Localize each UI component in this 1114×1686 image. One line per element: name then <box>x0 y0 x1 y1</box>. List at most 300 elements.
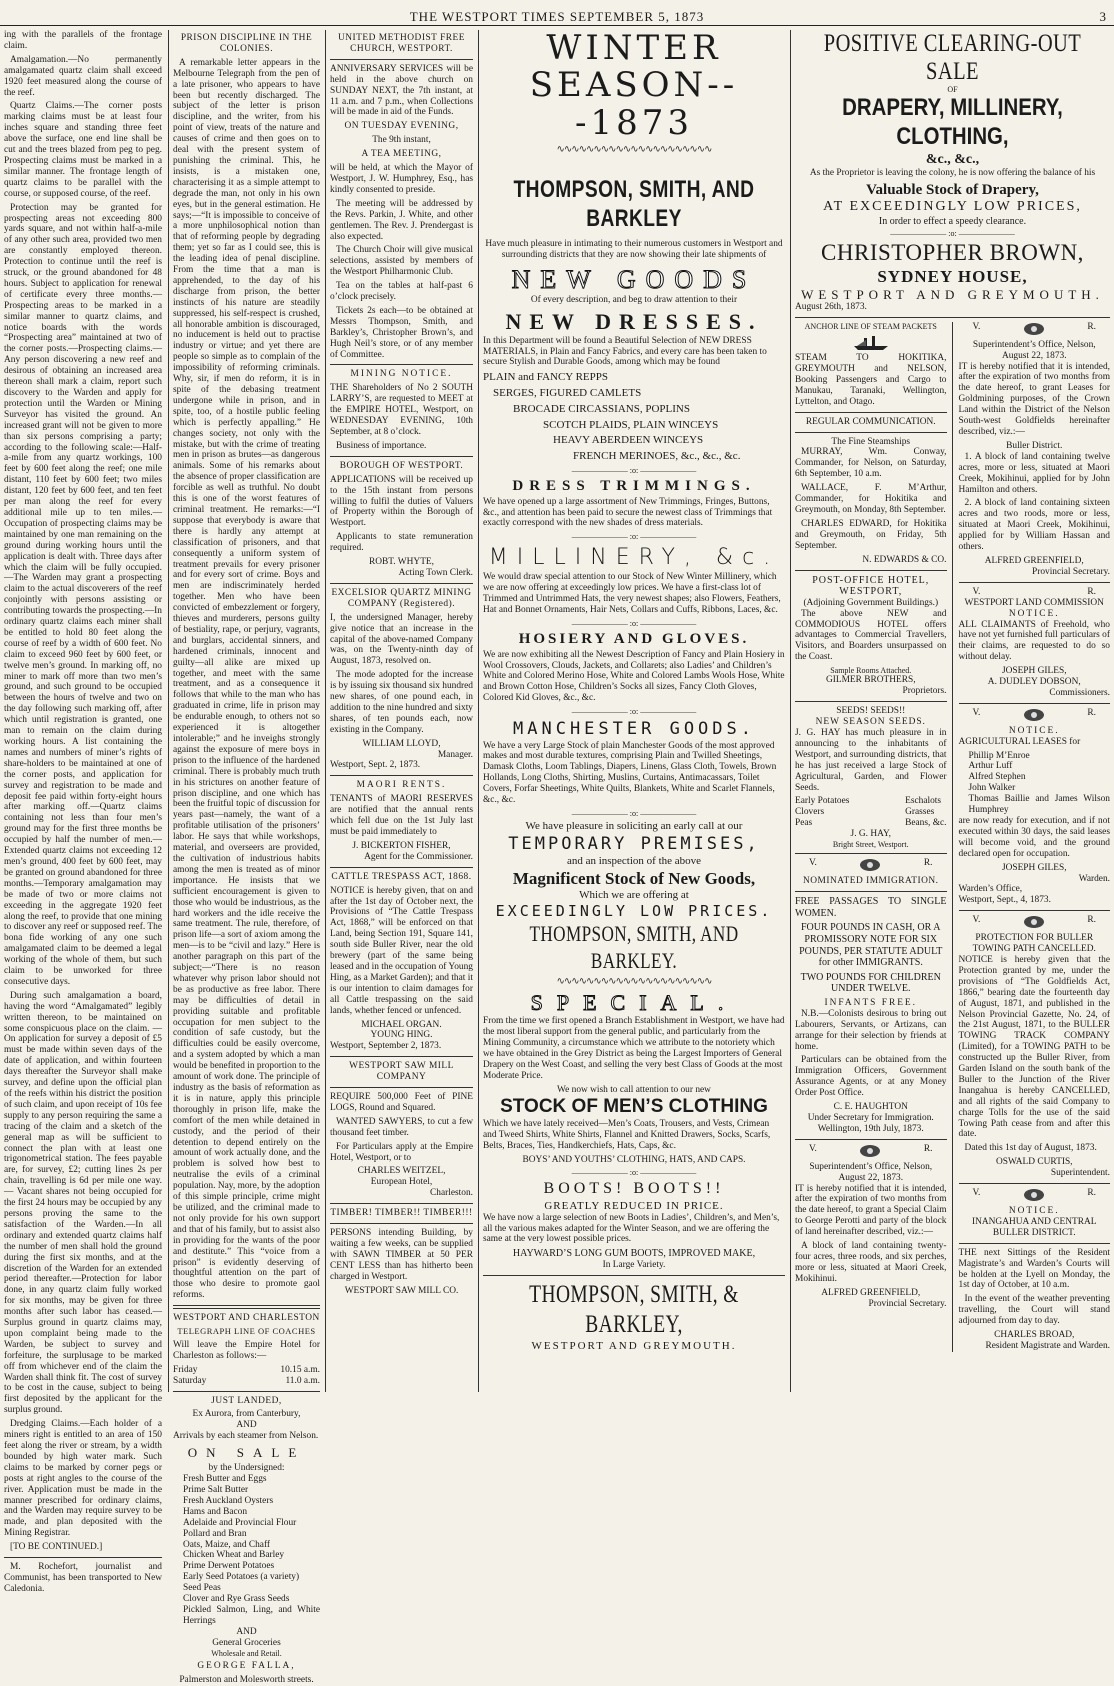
ad-text: ALL CLAIMANTS of Freehold, who have not yet furnished full particulars of their claims, are requested to do so without delay. <box>958 619 1110 663</box>
schedule-row <box>173 1365 320 1376</box>
seed-table <box>795 796 947 829</box>
ad-text: The Church Choir will give musical selections, assisted by members of the Westport Philharmonic Club. <box>330 245 473 278</box>
ad-text: Applicants to state remuneration required. <box>330 532 473 554</box>
divider <box>795 853 947 854</box>
ad-heading: POST-OFFICE HOTEL, WESTPORT, <box>812 574 930 598</box>
ad-signature-title: Superintendent. <box>1050 1168 1110 1179</box>
seed-list <box>795 796 849 829</box>
divider <box>330 1087 473 1088</box>
ad-text: We would draw special attention to our Stock of New Winter Millinery, which we are now offering at exceedingly low prices. We have a first-class lot of Trimmed and Untrimmed Hats, the very newest shapes; also Flowers, Feathers, Hat and Bonnet Ornaments, Hair Nets, Collars and Cuffs, Ribbons, Laces, &c. <box>483 572 781 615</box>
divider <box>330 867 473 868</box>
ad-text: Tea on the tables at half-past 6 o’clock precisely. <box>330 281 473 303</box>
goods-item: Seed Peas <box>183 1583 221 1594</box>
ad-display-title: STOCK OF MEN’S CLOTHING <box>500 1096 768 1118</box>
ad-signature: ALFRED GREENFIELD, <box>821 1287 921 1298</box>
ad-text: We now wish to call attention to our new <box>557 1084 711 1095</box>
ad-heading: Superintendent’s Office, Nelson, August 22, 1873. <box>809 1161 933 1183</box>
ad-signature-title: Acting Town Clerk. <box>398 567 473 578</box>
ad-text: Buller District. <box>1006 440 1063 451</box>
ad-text: OF <box>947 85 958 94</box>
column-rule <box>790 30 791 1392</box>
divider <box>795 701 947 702</box>
ad-text: PERSONS intending Building, by waiting a few weeks, can be supplied with SAWN TIMBER at 50 PER CENT LESS than has hitherto been charged in Westport. <box>330 1228 473 1282</box>
ad-text: We have pleasure in soliciting an early call at our <box>525 820 743 833</box>
divider <box>330 775 473 776</box>
ad-text: ANNIVERSARY SERVICES will be held in the above church on SUNDAY NEXT, the 7th instant, at 11 a.m. and 7 p.m., when Collections will be made in aid of the Funds. <box>330 63 473 118</box>
ad-text: General Groceries <box>212 1637 281 1648</box>
ad-signature: J. G. HAY, <box>850 829 891 840</box>
royal-cypher <box>795 1144 947 1162</box>
ad-subheading: TELEGRAPH LINE OF COACHES <box>177 1326 316 1337</box>
goods-item: Fresh Butter and Eggs <box>183 1474 267 1485</box>
ad-text: NOTICE is hereby given that the Protection granted by me, under the provisions of “The Goldfields Act, 1866,” bearing date the fourteenth day of August, 1871, and published in the Nelson Provincial Gazette, No. 24, of the 21st August, 1871, to the BULLER TOWING TRACK COMPANY (Limited), for a TOWING PATH to be constructed up the Buller River, from Garden Island on the south bank of the Buller to the Junction of the River Inangahua is hereby CANCELLED, and all rights of the said Company to charge Tolls for the use of the said Towing Path cease from and after this date. <box>958 954 1110 1140</box>
ad-signature: CHARLES BROAD, <box>994 1330 1075 1341</box>
divider <box>330 59 473 60</box>
ad-heading: EXCELSIOR QUARTZ MINING COMPANY (Registered). <box>331 587 472 609</box>
ad-text: We are now exhibiting all the Newest Description of Fancy and Plain Hosiery in Wool Crossovers, Clouds, Jackets, and Collarets; also Ladies’ and Children’s White and Colored Merino Hose, White and Colored Lambs Wools Hose, White and Brown Cotton Hose, Children’s Socks all sizes, Fancy Cloth Gloves, Colored Kid Gloves, &c., &c. <box>483 649 785 704</box>
cypher-letter: V. <box>972 915 981 926</box>
lessee-name: John Walker <box>968 783 1016 794</box>
schedule-time: 10.15 a.m. <box>280 1364 320 1375</box>
cypher-letter: V. <box>972 707 981 718</box>
ad-heading: TIMBER! TIMBER!! TIMBER!!! <box>330 1208 473 1219</box>
column-1 <box>4 30 162 1594</box>
divider <box>959 703 1111 704</box>
ad-heading: WESTPORT LAND COMMISSION <box>964 597 1104 608</box>
divider <box>330 583 473 584</box>
fabric-item: SERGES, FIGURED CAMLETS <box>493 387 642 400</box>
ad-text: MURRAY, Wm. Conway, Commander, for Nelson, on Saturday, 6th September, 10 a.m. <box>795 447 947 480</box>
ad-text: Ex Aurora, from Canterbury, <box>192 1409 301 1420</box>
ad-heading: REGULAR COMMUNICATION. <box>805 416 936 427</box>
divider <box>795 1139 947 1140</box>
schedule-time: 11.0 a.m. <box>285 1375 320 1386</box>
masthead <box>0 0 1114 26</box>
schedule-day: Saturday <box>173 1375 207 1386</box>
ad-text: REQUIRE 500,000 Feet of PINE LOGS, Round and Squared. <box>330 1092 473 1113</box>
ad-text: The mode adopted for the increase is by issuing six thousand six hundred new shares, of one pound each, in addition to the nine hundred and sixty shares, of ten pounds each, now existing in the Company. <box>330 670 473 735</box>
ad-heading: NOMINATED IMMIGRATION. <box>803 876 939 887</box>
ad-display-title: AT EXCEEDINGLY LOW PRICES, <box>823 199 1082 215</box>
goods-item: Chicken Wheat and Barley <box>183 1550 285 1561</box>
ad-signature-title: Charleston. <box>430 1188 473 1199</box>
ad-text: Warden’s Office, <box>958 884 1023 895</box>
ad-heading: INANGAHUA AND CENTRAL BULLER DISTRICT. <box>972 1216 1097 1238</box>
ad-text: FOUR POUNDS IN CASH, OR A PROMISSORY NOTE FOR SIX POUNDS, PER STATUTE ADULT for other IMMIGRANTS. <box>799 922 943 969</box>
coat-of-arms-icon <box>1023 322 1045 340</box>
cypher-letter: R. <box>1087 707 1096 718</box>
ad-heading: NOTICE. <box>1008 608 1060 619</box>
ad-display-title: TEMPORARY PREMISES, <box>508 833 760 854</box>
seed-item: Eschalots <box>905 796 942 807</box>
ad-text: Dated this 1st day of August, 1873. <box>964 1143 1097 1154</box>
ad-display-title: SPECIAL. <box>530 989 738 1015</box>
ad-text: Business of importance. <box>336 440 427 451</box>
schedule-day: Friday <box>173 1364 198 1375</box>
coat-of-arms-icon <box>1023 708 1045 726</box>
column-rule <box>325 30 326 1392</box>
divider <box>795 432 947 433</box>
ad-signature: J. BICKERTON FISHER, <box>352 840 451 851</box>
lessee-name: Arthur Luff <box>968 761 1013 772</box>
ad-text: J. G. HAY has much pleasure in in announcing to the inhabitants of Westport, and surrounding districts, that he has just received a large Stock of Agricultural, Garden, and Flower Seeds. <box>795 728 947 793</box>
divider <box>330 1203 473 1204</box>
schedule-row <box>173 1376 320 1387</box>
goods-item: Hams and Bacon <box>183 1506 248 1517</box>
ad-heading: A TEA MEETING, <box>361 149 442 160</box>
divider <box>330 1223 473 1224</box>
ad-text: In Large Variety. <box>602 1259 666 1270</box>
article-text: ing with the parallels of the frontage claim. <box>4 30 162 51</box>
divider <box>483 1275 785 1276</box>
ad-signature: JOSEPH GILES, <box>1001 666 1067 677</box>
divider <box>330 456 473 457</box>
divider <box>173 1391 320 1392</box>
ad-address: Bright Street, Westport. <box>832 840 909 850</box>
ad-text: Which we are offering at <box>579 889 689 902</box>
ad-text: A block of land containing twenty-four acres, three roods, and six perches, more or less, situated at Maori Creek, Mokihinui. <box>795 1241 947 1284</box>
ad-text: IT is hereby notified that it is intended, after the expiration of two months from the date hereof, to grant Leases for Goldmining purposes, of the Crown Land within the District of the Nelson South-west Goldfields hereinafter described, viz.:— <box>958 361 1110 438</box>
ad-heading: BOROUGH OF WESTPORT. <box>339 460 464 471</box>
cypher-letter: V. <box>972 586 981 597</box>
ad-text: TENANTS of MAORI RESERVES are notified that the annual rents which fell due on the 1st July last must be paid immediately to <box>330 794 473 837</box>
ad-text: In this Department will be found a Beautiful Selection of NEW DRESS MATERIALS, in Plain and Fancy Fabrics, and every care has been taken to secure Stylish and Durable Goods, among which may be found <box>483 335 767 368</box>
ad-text: Of every description, and beg to draw attention to their <box>530 295 738 306</box>
ad-display-title: Magnificent Stock of New Goods, <box>512 868 756 888</box>
ad-text: Which we have lately received—Men’s Coats, Trousers, and Vests, Crimean and Tweed Shirts, White Shirts, Flannel and Knitted Drawers, Socks, Scarfs, Belts, Braces, Ties, Handkerchiefs, Hats, Caps, &c. <box>483 1119 771 1151</box>
ad-heading: Superintendent’s Office, Nelson, August 22, 1873. <box>972 339 1096 361</box>
ad-signature-title: Provincial Secretary. <box>868 1298 947 1309</box>
royal-cypher <box>959 915 1111 933</box>
ad-text: STEAM TO HOKITIKA, GREYMOUTH and NELSON, Booking Passengers and Cargo to Manukau, Taranaki, Wellington, Lyttelton, and Otago. <box>795 353 947 407</box>
divider <box>4 1557 162 1558</box>
ad-display-title: CHRISTOPHER BROWN, <box>821 240 1084 266</box>
column-2 <box>173 30 320 1685</box>
seed-item: Early Potatoes <box>795 796 850 807</box>
coat-of-arms-icon <box>859 858 881 876</box>
goods-item: Pickled Salmon, Ling, and White Herrings <box>183 1605 320 1626</box>
column-5-split <box>795 322 1110 1352</box>
cypher-letter: R. <box>923 1143 933 1154</box>
cypher-letter: V. <box>809 1143 817 1154</box>
column-rule <box>168 30 169 1392</box>
ad-display-title: WESTPORT AND GREYMOUTH. <box>801 286 1104 302</box>
ad-display-title: NEW GOODS <box>511 265 757 295</box>
ad-text: INFANTS FREE. <box>824 997 917 1008</box>
fabric-item: HEAVY ABERDEEN WINCEYS <box>553 434 704 447</box>
ad-text: Wholesale and Retail. <box>211 1648 282 1658</box>
ornament-rule: ——————— :o: ——————— <box>890 229 1015 239</box>
ad-text: AND <box>236 1420 257 1431</box>
ad-heading: NOTICE. <box>1008 1206 1060 1217</box>
ad-text: 2. A block of land containing sixteen acres and two roods, more or less, situated at Maori Creek, Mokihinui, applied for by William Hassan and others. <box>958 498 1110 553</box>
ad-heading: NOTICE. <box>1008 725 1060 736</box>
fabric-item: FRENCH MERINOES, &c., &c., &c. <box>573 450 741 463</box>
cypher-letter: V. <box>809 858 817 869</box>
seed-item: Peas <box>795 818 813 829</box>
divider <box>330 1056 473 1057</box>
ad-text: BOYS’ AND YOUTHS’ CLOTHING, HATS, AND CAPS. <box>522 1154 746 1165</box>
ad-heading: NEW SEASON SEEDS. <box>815 717 926 728</box>
ad-display-title: BOOTS! BOOTS!! <box>543 1180 725 1198</box>
cypher-letter: R. <box>1087 1188 1096 1199</box>
royal-cypher <box>959 1188 1111 1206</box>
ad-text: The 9th instant, <box>372 135 431 146</box>
ad-text: I, the undersigned Manager, hereby give notice that an increase in the capital of the above-named Company was, on the Twenty-ninth day of August, 1873, resolved on. <box>330 612 473 667</box>
ad-heading: CATTLE TRESPASS ACT, 1868. <box>331 871 472 882</box>
coat-of-arms-icon <box>1023 1188 1045 1206</box>
goods-item: Adelaide and Provincial Flour <box>183 1517 297 1528</box>
seed-item: Beans, &c. <box>905 818 947 829</box>
ad-heading: JUST LANDED, <box>211 1395 282 1406</box>
ornament-rule: ——————— :o: ——————— <box>571 465 697 475</box>
ornament-rule: ——————— :o: ——————— <box>571 618 697 628</box>
divider <box>330 364 473 365</box>
ornament-rule: ——————— :o: ——————— <box>571 1167 697 1177</box>
coat-of-arms-icon <box>1023 915 1045 933</box>
firm-name: THOMPSON, SMITH, AND BARKLEY. <box>529 921 739 973</box>
column-3 <box>330 30 473 1392</box>
ad-text: AND <box>236 1626 257 1637</box>
cypher-letter: V. <box>972 1188 981 1199</box>
ad-text: As the Proprietor is leaving the colony, he is now offering the balance of his <box>809 168 1096 179</box>
article-heading: PRISON DISCIPLINE IN THE COLONIES. <box>180 33 313 54</box>
ad-text: WALLACE, F. M’Arthur, Commander, for Hokitika and Greymouth, on Monday, 8th September. <box>795 483 947 515</box>
article-text: A remarkable letter appears in the Melbourne Telegraph from the pen of a late prisoner, who appears to have been but recently discharged. The subject of the letter is prison discipline, and the writer, from his point of view, treats of the nature and causes of crime and then goes on to deal with the present system of punishing the criminal. This, he insists, is a mistaken one, characterising it as a simple attempt to degrade the man, not only in his own eyes, but in the general estimation. He says;—“It is impossible to conceive of a more unphilosophical notion than that of reforming people by degrading them; yet so far as I could see, this is the leading idea of penal discipline. From the time that a man is apprehended, to the day of his discharge from prison, the better instincts of his nature are steadily suppressed, his self-respect is crushed, all honorable ambition is discouraged, no inducement is held out to practise industry or virtue; and yet there are people so simple as to complain of the impossibility of reforming criminals. Why, sir, if men do reform, it is in spite of the debasing treatment undergone while in prison, and in spite, too, of a hostile public feeling which is perfectly appalling.” He changes society, not only with the mistake, but with the crime of treating men in prison as brutes—as dangerous animals. Some of his remarks about the absence of proper classification are forcible as well as truthful. No doubt this is one of the worst features of criminal treatment. He remarks:—“I suppose that everybody is aware that there is hardly any attempt at classification of prisoners, and that consequently a uniform system of treatment prevails for every prisoner and for every sort of crime. Boys and men are indiscriminately herded together. Men who have been convicted of embezzlement or forgery, thieves and murderers, persons guilty of bestiality, rape, or perjury, vagrants, and burglars, accidental sinners, and hardened criminals, innocent and guilty—all alike are mixed up together, and meet with the same treatment, and as a consequence it follows that while to the man who has graduated in crime, life in prison may be endurable enough, to others not so experienced it is altogether intolerable;” and he inveighs strongly against the exposure of mere boys in prison to the influence of the hardened criminal. There is probably much truth in his strictures on another feature of prison discipline, and one which has been the fruitful topic of discussion for years past—namely, the want of a profitable utilisation of the prisoners’ labor. He says that while workshops, material, and overseers are provided, the cultivation of industrious habits among the men is treated as of minor importance. He insists that we sufficient encouragement is given to those who would be industrious, as the hard workers and the idle receive the same treatment. The rule, therefore, of prison life—a sort of axiom among the men—is to be “civil and lazy.” Here is another paragraph on this part of the subject;—“There is no reason whatever why prison labor should not be as productive as free labor. There may be difficulties of detail in providing suitable and profitable occupation for men subject to the condition of safe custody, but the difficulties could be easily overcome, and a system adopted by which a man would be benefited in proportion to the amount of work done. The principle of industry as the basis of reformation as it is in nature, apply this principle thoroughly in prison life, make the comfort of the men while detained in custody, and the period of their detention to depend entirely on the amount of work actually done, and the problem is solved how best to neutralise the evils of a criminal population. Nay, more, by the adoption of this simple principle, crime might be utilized, and the criminal made to not only provide for his own support and that of his family, but to assist also in providing for the wants of the poor and destitute.” This “voice from a prison” is evidently deserving of thoughtful attention on the part of those who desire to promote gaol reforms. <box>173 57 320 1301</box>
ad-display-title: SYDNEY HOUSE, <box>877 267 1028 287</box>
ad-text: and an inspection of the above <box>566 855 702 868</box>
goods-item: Prime Derwent Potatoes <box>183 1561 275 1572</box>
ad-signature: A. DUDLEY DOBSON, <box>987 677 1081 688</box>
ad-display-title: MANCHESTER GOODS. <box>513 719 755 740</box>
divider <box>959 1243 1111 1244</box>
divider <box>959 582 1111 583</box>
goods-item: Prime Salt Butter <box>183 1485 249 1496</box>
ad-signature-title: Provincial Secretary. <box>1031 566 1110 577</box>
ad-date: Westport, Sept. 2, 1873. <box>330 760 421 771</box>
divider <box>795 570 947 571</box>
ad-text: will be held, at which the Mayor of Westport, J. W. Humphrey, Esq., has kindly consented to preside. <box>330 163 473 195</box>
firm-name: THOMPSON, SMITH, & BARKLEY, <box>529 1280 739 1338</box>
ad-text: The Fine Steamships <box>831 436 911 447</box>
ad-address: Palmerston and Molesworth streets. <box>179 1674 314 1685</box>
ad-text: APPLICATIONS will be received up to the 15th instant from persons willing to fulfil the duties of Valuers of Property within the Borough of Westport. <box>330 474 473 529</box>
ad-date: Westport, Sept., 4, 1873. <box>958 895 1051 906</box>
ad-signature: MICHAEL ORGAN. <box>361 1019 442 1030</box>
ship-icon <box>795 335 947 351</box>
ad-text: FREE PASSAGES TO SINGLE WOMEN. <box>795 896 947 919</box>
ad-text: In the event of the weather preventing travelling, the Court will stand adjourned from day to day. <box>958 1294 1110 1327</box>
ad-display-title: DRESS TRIMMINGS. <box>512 478 756 495</box>
ad-display-title: DRAPERY, MILLINERY, CLOTHING, <box>842 94 1063 151</box>
article-text: Amalgamation.—No permanently amalgamated quartz claim shall exceed 1920 feet measured along the course of the reef. <box>4 54 162 98</box>
ad-text: Sample Rooms Attached. <box>830 666 912 676</box>
ad-heading: PROTECTION FOR BULLER TOWING PATH CANCELLED. <box>972 933 1096 955</box>
lessee-name: Alfred Stephen <box>968 772 1026 783</box>
ad-heading: MAORI RENTS. <box>356 780 447 791</box>
ad-text: AGRICULTURAL LEASES for <box>958 736 1081 747</box>
seed-list <box>905 796 946 829</box>
ad-display-title: Valuable Stock of Drapery, <box>866 182 1039 198</box>
royal-cypher <box>795 858 947 876</box>
ad-signature-title: European Hotel, <box>370 1177 433 1188</box>
ad-display-title: WINTER SEASON---1873 <box>529 28 739 143</box>
ad-text: We have opened up a large assortment of New Trimmings, Fringes, Buttons, &c., and attention has been paid to secure the newest class of Trimmings that exactly correspond with the new shades of dress materials. <box>483 496 773 529</box>
ad-text: by the Undersigned: <box>208 1463 285 1474</box>
ad-date: Westport, September 2, 1873. <box>330 1041 442 1052</box>
ad-text: Have much pleasure in intimating to their numerous customers in Westport and surrounding districts that they are now showing their late shipments of <box>485 239 783 261</box>
ad-signature-title: Proprietors. <box>902 686 947 697</box>
lessee-list <box>959 751 1111 816</box>
ad-text: WESTPORT AND GREYMOUTH. <box>531 1339 737 1352</box>
royal-cypher <box>959 708 1111 726</box>
cypher-letter: R. <box>1087 321 1096 332</box>
fabric-item: PLAIN and FANCY REPPS <box>483 371 608 384</box>
ad-text: N.B.—Colonists desirous to bring out Labourers, Servants, or Artizans, can arrange for their selection by friends at home. <box>795 1008 947 1052</box>
lessee-name: Phillip M’Enroe <box>968 750 1030 761</box>
ad-signature-title: Agent for the Commissioner. <box>364 851 473 862</box>
ad-heading: ANCHOR LINE OF STEAM PACKETS <box>804 321 937 331</box>
ad-heading: ON SALE <box>187 1445 306 1461</box>
article-text: Quartz Claims.—The corner posts marking claims must be at least four inches square and standing three feet above the surface, one end line shall be cut and the trees blazed from peg to peg. Prospecting claims must be marked in a similar manner. The frontage length of quartz claims to be parallel with the course, or supposed course, of the reef. <box>4 101 162 199</box>
goods-item: Oats, Maize, and Chaff <box>183 1539 271 1550</box>
ad-text: THE next Sittings of the Resident Magistrate’s and Warden’s Courts will be holden at the Lyell on Monday, the 1st day of October, at 10 a.m. <box>958 1247 1110 1291</box>
ad-signature: OSWALD CURTIS, <box>995 1157 1073 1168</box>
ad-signature: ALFRED GREENFIELD, <box>984 555 1084 566</box>
ad-display-title: MILLINERY, &c. <box>488 544 780 570</box>
divider <box>173 1305 320 1309</box>
ad-signature-title: Warden. <box>1078 873 1110 884</box>
ad-text: TWO POUNDS FOR CHILDREN UNDER TWELVE. <box>800 971 941 995</box>
ad-heading: WESTPORT AND CHARLESTON <box>173 1313 320 1324</box>
ad-display-title: POSITIVE CLEARING-OUT SALE <box>823 30 1082 85</box>
ad-text: GREATLY REDUCED IN PRICE. <box>544 1199 724 1212</box>
fabric-item: SCOTCH PLAIDS, PLAIN WINCEYS <box>543 418 719 431</box>
article-text: M. Rochefort, journalist and Communist, has been transported to New Caledonia. <box>4 1562 162 1594</box>
fabric-list <box>483 371 785 463</box>
ad-signature-title: Under Secretary for Immigration. <box>807 1113 934 1123</box>
ad-heading: SEEDS! SEEDS!! <box>836 706 906 717</box>
ad-signature-title: Resident Magistrate and Warden. <box>985 1340 1110 1351</box>
column-4 <box>483 30 785 1392</box>
ad-heading: UNITED METHODIST FREE CHURCH, WESTPORT. <box>338 33 465 54</box>
ad-text: We have now a large selection of new Boots in Ladies’, Children’s, and Men’s, all the various makes adapted for the Winter Season, and we are offering the same at the very lowest possible prices. <box>483 1212 780 1245</box>
column-5-right <box>959 322 1111 1352</box>
ad-signature: JOSEPH GILES, <box>1001 862 1067 873</box>
ad-date: August 26th, 1873. <box>795 301 867 312</box>
ad-text: &c., &c., <box>925 151 980 167</box>
column-5-left <box>795 322 953 1352</box>
divider <box>795 412 947 413</box>
ornament-rule: ——————— :o: ——————— <box>571 707 697 717</box>
continued-note: [TO BE CONTINUED.] <box>10 1542 103 1553</box>
ad-text: We have a very Large Stock of plain Manchester Goods of the most approved makes and most durable textures, comprising Plain and Twilled Sheetings, Damask Cloths, Loom Tablings, Diapers, Linens, Glass Cloth, Towels, Brown Hollands, Long Cloths, Shirting, Muslins, Curtains, Antimacassars, Toilet Covers, Forfar Sheetings, White Quilts, Blankets, White and Scarlet Flannels, &c., &c. <box>483 740 777 806</box>
ad-date: Wellington, 19th July, 1873. <box>817 1123 924 1134</box>
fabric-item: BROCADE CIRCASSIANS, POPLINS <box>513 402 690 415</box>
ad-signature: WILLIAM LLOYD, <box>362 738 441 749</box>
ornament-rule: ∿∿∿∿∿∿∿∿∿∿∿∿∿∿∿∿∿∿∿∿∿ <box>556 144 712 156</box>
ad-heading: WESTPORT SAW MILL COMPANY <box>349 1061 454 1083</box>
seed-item: Clovers <box>795 807 825 818</box>
goods-list <box>173 1474 320 1627</box>
ad-text: WANTED SAWYERS, to cut a few thousand feet timber. <box>330 1116 473 1138</box>
ad-text: Arrivals by each steamer from Nelson. <box>173 1431 319 1442</box>
divider <box>795 317 1110 318</box>
divider <box>959 910 1111 911</box>
firm-name: THOMPSON, SMITH, AND BARKLEY <box>513 175 755 232</box>
ad-heading: MINING NOTICE. <box>350 369 453 380</box>
ad-display-title: EXCEEDINGLY LOW PRICES. <box>495 901 773 920</box>
ad-signature: N. EDWARDS & CO. <box>862 554 947 565</box>
cypher-letter: V. <box>972 321 981 332</box>
ad-text: Will leave the Empire Hotel for Charleston as follows:— <box>173 1339 320 1361</box>
ad-signature-title: Commissioners. <box>1049 687 1110 698</box>
ad-signature-title: Manager. <box>437 749 473 760</box>
ad-text: are now ready for execution, and if not executed within 30 days, the said leases will become void, and the ground declared open for occupation. <box>958 816 1110 859</box>
cypher-letter: R. <box>923 858 933 869</box>
ad-text: From the time we first opened a Branch Establishment in Westport, we have had the most liberal support from the general public, and particularly from the Mining Community, a circumstance which we attribute to the notoriety which we have obtained in the Grey District as being the Largest Importers of General Drapery on the West Coast, and selling the very best Class of Goods at the most Moderate Price. <box>483 1016 785 1081</box>
divider <box>959 1183 1111 1184</box>
column-5 <box>795 30 1110 1392</box>
ad-signature: C. E. HAUGHTON <box>833 1102 908 1113</box>
ad-text: (Adjoining Government Buildings.) <box>803 597 939 608</box>
ad-text: HAYWARD’S LONG GUM BOOTS, IMPROVED MAKE, <box>512 1248 756 1260</box>
ad-display-title: HOSIERY AND GLOVES. <box>518 631 750 648</box>
goods-item: Pollard and Bran <box>183 1528 247 1539</box>
coat-of-arms-icon <box>859 1144 881 1162</box>
ad-text: Particulars can be obtained from the Immigration Officers, Government Assurance Agents, or at any Money Order Post Office. <box>795 1055 947 1099</box>
ad-text: THE Shareholders of No 2 SOUTH LARRY’S, are requested to MEET at the EMPIRE HOTEL, Westport, on WEDNESDAY EVENING, 10th September, at 8 o’clock. <box>330 383 473 437</box>
cypher-letter: R. <box>1087 586 1096 597</box>
seed-item: Grasses <box>905 807 935 818</box>
ad-text: The above NEW and COMMODIOUS HOTEL offers advantages to Commercial Travellers, Visitors, and Boarders unsurpassed on the Coast. <box>795 608 947 663</box>
goods-item: Fresh Auckland Oysters <box>183 1495 274 1506</box>
ad-signature: GILMER BROTHERS, <box>825 675 916 686</box>
ornament-rule: ——————— :o: ——————— <box>571 532 697 542</box>
ad-text: CHARLES EDWARD, for Hokitika and Greymouth, on Friday, 5th September. <box>795 518 947 551</box>
page-number: 3 <box>1099 9 1106 24</box>
goods-item: Early Seed Potatoes (a variety) <box>183 1572 300 1583</box>
masthead-title: THE WESTPORT TIMES SEPTEMBER 5, 1873 <box>409 9 705 24</box>
ad-text: NOTICE is hereby given, that on and after the 1st day of October next, the Provisions of “The Cattle Trespass Act, 1868,” will be enforced on that Land, being Section 191, Square 141, south side Buller River, near the old brewery (part of the same being leased and in the occupation of Young Hing, as a Market Garden); and that it is our intention to claim damages for all Cattle trespassing on the said lands, whether fenced or unfenced. <box>330 885 473 1016</box>
royal-cypher <box>959 587 1111 598</box>
ornament-rule: ——————— :o: ——————— <box>571 808 697 818</box>
ornament-rule: ∿∿∿∿∿∿∿∿∿∿∿∿∿∿∿∿∿∿∿∿∿ <box>556 976 712 988</box>
ad-text: For Particulars apply at the Empire Hotel, Westport, or to <box>330 1141 473 1163</box>
ad-heading: ON TUESDAY EVENING, <box>344 121 459 132</box>
ad-display-title: NEW DRESSES. <box>505 309 763 335</box>
ad-text: Tickets 2s each—to be obtained at Messrs Thompson, Smith, and Barkley’s, Christopher Brown’s, and Hugh Neil’s store, or of any member of Committee. <box>330 305 473 360</box>
royal-cypher <box>959 322 1111 340</box>
article-text: During such amalgamation a board, having the word “Amalgamated” legibly written thereon, to be maintained on some conspicuous place on the claim. —On application for survey a deposit of £5 must be made within seven days of the date of application, and within fourteen days thereafter the Surveyor shall make survey, and define upon the official plan of the reefs within his district the position of such claim, and upon receipt of 10s fee supply to any person requiring the same a tracing of the claim and a sketch of the general map as will be sufficient to connect the plan with at least one trigonometrical station. The fees payable are, for survey, £2; cutting lines 2s per chain, travelling is 6d per mile one way.— Vacant shares not being occupied for the first 24 hours may be occupied by any persons proving the same to the satisfaction of the Warden.—In all ordinary and extended quartz claims half the number of men shall hold the ground during the first six months, and at the discretion of the Warden for an extended period thereafter.—Protection for labor done, in any quartz claim fully worked for six months, may be given for three months after such labor has ceased.— Surplus ground in quartz claims may, upon complaint being made to the Warden, be subject to survey and forfeiture, the surplusage to be marked off from whichever end of the claim the Warden shall think fit. The cost of survey to be cost in the cause, subject to being first deposited by the applicant for the surplus ground. <box>4 990 162 1416</box>
goods-item: Clover and Rye Grass Seeds <box>183 1594 290 1605</box>
ad-text: The meeting will be addressed by the Revs. Parkin, J. White, and other gentlemen. The Rev. J. Prendergast is also expected. <box>330 198 473 242</box>
ad-signature: ROBT. WHYTE, <box>368 557 434 568</box>
column-rule <box>478 30 479 1392</box>
ad-signature: CHARLES WEITZEL, <box>357 1166 446 1177</box>
ad-signature: YOUNG HING. <box>370 1030 433 1041</box>
ad-signature: GEORGE FALLA, <box>197 1660 296 1671</box>
article-text: Dredging Claims.—Each holder of a miners right is entitled to an area of 150 feet along the river or stream, by a width bounded by high water mark. Such claims to be marked by corner pegs or posts at right angles to the course of the river. Application must be made in the manner prescribed for ordinary claims, and the Warden may require survey to be made, and plan deposited with the Mining Registrar. <box>4 1419 162 1539</box>
ad-text: 1. A block of land containing twelve acres, more or less, situated at Maori Creek, Mokihinui, applied for by John Hamilton and others. <box>958 451 1110 495</box>
ad-text: In order to effect a speedy clearance. <box>878 215 1027 227</box>
article-text: Protection may be granted for prospecting areas not exceeding 800 yards square, and not within half-a-mile of any other such area, provided two men are constantly employed thereon. Protection to continue until the reef is struck, or the ground abandoned for 48 hours. Subject to application for renewal of certificate every three months.—Prospecting areas to be marked in a similar manner to quartz claims, and notice boards with the words “Prospecting area” maintained at two of the corner posts.—Prospecting claims.—Any person discovering a new reef and desirous of obtaining an increased area thereon shall mark a claim, report such discovery to the Warden and apply for protection until the Warden or Mining Surveyor has visited the ground. An increased grant will not be given to more than six persons comprising a party; according to the following scale:—Half-a-mile from any quartz workings, 100 feet by 600 feet along the reef; one mile distant, 110 feet by 600 feet; two miles distant, 120 feet by 600 feet, and ten feet per man along the reef for every additional mile up to ten miles.—Occupation of prospecting claims may be maintained by one man remaining on the ground during working hours until the application is dealt with. Three days after which the claim will be fully occupied. —The Warden may grant a prospecting claim to the actual discoverers of the reef conjointly with persons assisting or contributing towards the prospecting.—In ordinary quartz claims each miner shall be entitled to hold 80 feet along the course of reef by a width of 600 feet. No claim to exceed 960 feet by 600 feet, or twelve men’s ground. In marking off, no miner to mark off more than two men’s ground, and such ground to be occupied between the hours of twelve and two on the day following such marking off, after which until registration is granted, one man to remain on the claim during working hours. A list containing the names and numbers of miner’s rights of share-holders to be maintained at one of the corner posts, and application for survey and registration to be made and deposit fee paid within forty-eight hours after marking off.—Quartz claims containing not less than four men’s ground may for the first three months be occupied by half the number of men.—Extended quartz claims not exceeding 12 men’s ground, 400 feet by 600 feet, may be granted on ground abandoned for three months.—Temporary amalgamation may be made of two or more claims not exceeding in the aggregate 1920 feet along the reef, to provide that one mining to discover any reef or supposed reef. The bona fide working of any one such amalgamated claim to be deemed a legal working of the whole of them, but such claim to be unworked for three consecutive days. <box>4 202 162 987</box>
ad-text: IT is hereby notified that it is intended, after the expiration of two months from the date hereof, to grant a Special Claim to George Perotti and party of the block of land hereinafter described, viz.:— <box>795 1183 947 1238</box>
cypher-letter: R. <box>1087 915 1096 926</box>
divider <box>795 891 947 892</box>
lessee-name: Thomas Baillie and James Wilson Humphrey <box>968 794 1110 816</box>
ad-signature: WESTPORT SAW MILL CO. <box>344 1285 459 1296</box>
